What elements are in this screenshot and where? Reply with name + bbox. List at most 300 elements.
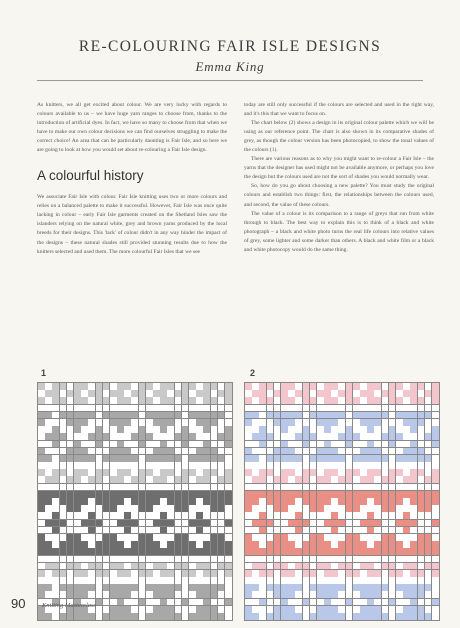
chart-cell [410, 426, 417, 433]
chart-cell [288, 405, 295, 412]
chart-cell [74, 462, 81, 469]
chart-cell [225, 606, 232, 613]
chart-cell [317, 498, 324, 505]
chart-cell [203, 412, 210, 419]
chart-cell [96, 613, 103, 620]
chart-cell [45, 484, 52, 491]
chart-cell [338, 455, 345, 462]
chart-cell [346, 498, 353, 505]
chart-cell [267, 584, 274, 591]
chart-cell [396, 476, 403, 483]
chart-cell [182, 570, 189, 577]
chart-cell [310, 455, 317, 462]
chart-cell [60, 419, 67, 426]
chart-cell [175, 484, 182, 491]
chart-cell [389, 606, 396, 613]
chart-cell [252, 419, 259, 426]
chart-cell [353, 455, 360, 462]
chart-cell [374, 541, 381, 548]
chart-cell [389, 570, 396, 577]
chart-cell [410, 606, 417, 613]
chart-cell [131, 412, 138, 419]
chart-cell [218, 476, 225, 483]
chart-cell [81, 462, 88, 469]
chart-cell [74, 448, 81, 455]
chart-cell [288, 591, 295, 598]
chart-cell [418, 390, 425, 397]
chart-cell [175, 556, 182, 563]
grey-chart [37, 382, 233, 621]
chart-cell [281, 520, 288, 527]
chart-cell [331, 426, 338, 433]
chart-cell [396, 599, 403, 606]
chart-cell [96, 584, 103, 591]
chart-cell [146, 491, 153, 498]
chart-cell [45, 448, 52, 455]
chart-cell [252, 390, 259, 397]
chart-cell [110, 397, 117, 404]
chart-cell [331, 441, 338, 448]
chart-cell [189, 390, 196, 397]
chart-cell [259, 419, 266, 426]
chart-cell [403, 534, 410, 541]
chart-cell [225, 448, 232, 455]
chart-cell [103, 599, 110, 606]
chart-cell [203, 462, 210, 469]
chart-cell [60, 433, 67, 440]
chart-cell [403, 469, 410, 476]
chart-cell [389, 426, 396, 433]
chart-cell [274, 405, 281, 412]
chart-cell [331, 606, 338, 613]
chart-cell [396, 433, 403, 440]
chart-cell [88, 455, 95, 462]
chart-cell [295, 591, 302, 598]
chart-cell [317, 412, 324, 419]
chart-cell [124, 412, 131, 419]
chart-cell [182, 383, 189, 390]
chart-cell [45, 534, 52, 541]
chart-cell [88, 512, 95, 519]
chart-cell [331, 448, 338, 455]
chart-cell [353, 520, 360, 527]
chart-cell [396, 556, 403, 563]
chart-cell [267, 405, 274, 412]
chart-cell [175, 599, 182, 606]
chart-cell [189, 419, 196, 426]
chart-cell [410, 498, 417, 505]
chart-cell [153, 498, 160, 505]
chart-cell [74, 534, 81, 541]
chart-cell [167, 397, 174, 404]
chart-cell [211, 606, 218, 613]
chart-cell [274, 527, 281, 534]
chart-cell [259, 613, 266, 620]
chart-cell [189, 498, 196, 505]
chart-cell [139, 476, 146, 483]
chart-cell [303, 441, 310, 448]
chart-cell [110, 527, 117, 534]
chart-cell [131, 591, 138, 598]
chart-cell [274, 484, 281, 491]
chart-cell [382, 534, 389, 541]
chart-cell [139, 584, 146, 591]
chart-cell [410, 462, 417, 469]
chart-cell [288, 455, 295, 462]
chart-cell [211, 441, 218, 448]
chart-cell [117, 390, 124, 397]
chart-cell [124, 548, 131, 555]
chart-cell [425, 383, 432, 390]
chart-cell [124, 599, 131, 606]
chart-cell [338, 484, 345, 491]
chart-cell [274, 455, 281, 462]
chart-cell [432, 433, 439, 440]
chart-cell [310, 520, 317, 527]
chart-cell [353, 448, 360, 455]
chart-cell [117, 606, 124, 613]
chart-cell [252, 433, 259, 440]
chart-cell [189, 383, 196, 390]
chart-cell [396, 534, 403, 541]
chart-cell [131, 541, 138, 548]
chart-cell [52, 419, 59, 426]
chart-cell [338, 577, 345, 584]
chart-cell [425, 462, 432, 469]
chart-cell [88, 426, 95, 433]
chart-cell [139, 433, 146, 440]
chart-cell [317, 383, 324, 390]
chart-cell [225, 469, 232, 476]
chart-cell [160, 448, 167, 455]
chart-cell [218, 498, 225, 505]
chart-cell [281, 613, 288, 620]
chart-cell [96, 570, 103, 577]
chart-cell [389, 390, 396, 397]
chart-cell [331, 462, 338, 469]
chart-cell [211, 563, 218, 570]
chart-cell [146, 591, 153, 598]
chart-cell [367, 584, 374, 591]
chart-cell [203, 426, 210, 433]
chart-cell [353, 476, 360, 483]
chart-cell [410, 512, 417, 519]
chart-cell [274, 441, 281, 448]
chart-cell [324, 491, 331, 498]
chart-cell [146, 412, 153, 419]
chart-cell [396, 570, 403, 577]
chart-cell [211, 484, 218, 491]
chart-cell [353, 570, 360, 577]
chart-cell [110, 505, 117, 512]
chart-cell [245, 606, 252, 613]
chart-cell [160, 455, 167, 462]
chart-cell [160, 606, 167, 613]
chart-cell [252, 441, 259, 448]
chart-cell [425, 448, 432, 455]
chart-cell [338, 563, 345, 570]
chart-cell [203, 383, 210, 390]
chart-cell [96, 448, 103, 455]
chart-cell [338, 462, 345, 469]
chart-cell [88, 469, 95, 476]
chart-cell [74, 455, 81, 462]
chart-cell [281, 412, 288, 419]
chart-cell [117, 426, 124, 433]
chart-cell [196, 433, 203, 440]
chart-cell [418, 419, 425, 426]
chart-cell [360, 520, 367, 527]
chart-cell [267, 520, 274, 527]
chart-cell [196, 383, 203, 390]
chart-cell [38, 512, 45, 519]
colour-chart-grid [244, 382, 440, 621]
chart-cell [331, 498, 338, 505]
chart-cell [374, 441, 381, 448]
chart-cell [103, 606, 110, 613]
chart-cell [360, 397, 367, 404]
chart-cell [403, 448, 410, 455]
chart-cell [88, 505, 95, 512]
chart-cell [153, 469, 160, 476]
chart-cell [281, 390, 288, 397]
chart-cell [225, 591, 232, 598]
chart-cell [317, 520, 324, 527]
chart-cell [382, 491, 389, 498]
chart-cell [353, 613, 360, 620]
chart-cell [110, 613, 117, 620]
chart-cell [267, 556, 274, 563]
chart-cell [103, 441, 110, 448]
chart-cell [367, 570, 374, 577]
chart-cell [259, 405, 266, 412]
chart-cell [267, 484, 274, 491]
chart-cell [259, 541, 266, 548]
chart-cell [96, 520, 103, 527]
chart-cell [432, 541, 439, 548]
chart-cell [218, 606, 225, 613]
chart-cell [274, 419, 281, 426]
chart-cell [117, 462, 124, 469]
chart-cell [303, 498, 310, 505]
chart-cell [203, 455, 210, 462]
chart-cell [74, 613, 81, 620]
chart-cell [96, 469, 103, 476]
chart-cell [146, 584, 153, 591]
chart-cell [267, 412, 274, 419]
chart-cell [346, 390, 353, 397]
chart-cell [410, 520, 417, 527]
chart-cell [418, 405, 425, 412]
chart-cell [432, 599, 439, 606]
chart-cell [110, 390, 117, 397]
chart-cell [189, 591, 196, 598]
chart-cell [382, 606, 389, 613]
chart-cell [410, 563, 417, 570]
chart-cell [38, 548, 45, 555]
chart-cell [182, 527, 189, 534]
chart-cell [167, 584, 174, 591]
chart-cell [281, 534, 288, 541]
chart-cell [218, 534, 225, 541]
chart-cell [410, 584, 417, 591]
chart-cell [38, 563, 45, 570]
chart-cell [432, 606, 439, 613]
footer-publication: Knitting Masterclass [42, 602, 97, 609]
chart-cell [211, 527, 218, 534]
chart-cell [346, 548, 353, 555]
chart-cell [267, 512, 274, 519]
chart-cell [403, 433, 410, 440]
chart-cell [203, 476, 210, 483]
chart-cell [67, 426, 74, 433]
chart-cell [396, 455, 403, 462]
chart-cell [189, 599, 196, 606]
chart-cell [167, 383, 174, 390]
chart-cell [139, 527, 146, 534]
chart-cell [110, 520, 117, 527]
chart-cell [360, 383, 367, 390]
chart-cell [288, 469, 295, 476]
chart-cell [418, 383, 425, 390]
chart-cell [146, 556, 153, 563]
chart-cell [252, 548, 259, 555]
chart-cell [67, 383, 74, 390]
chart-cell [67, 584, 74, 591]
body-paragraph: There are various reasons as to why you might want to re-colour a Fair Isle – the yarns that the designer has used might not be available anymore, or perhaps you love the design but the colours used are not the sort of shades you would normally wear. [244, 156, 434, 181]
chart-cell [288, 584, 295, 591]
chart-cell [403, 563, 410, 570]
chart-cell [374, 520, 381, 527]
chart-cell [167, 599, 174, 606]
chart-cell [331, 584, 338, 591]
chart-cell [346, 570, 353, 577]
chart-cell [295, 433, 302, 440]
chart-cell [189, 512, 196, 519]
chart-cell [88, 383, 95, 390]
chart-cell [124, 527, 131, 534]
chart-cell [396, 584, 403, 591]
chart-cell [131, 512, 138, 519]
chart-cell [274, 426, 281, 433]
chart-cell [167, 570, 174, 577]
chart-cell [418, 484, 425, 491]
chart-cell [281, 397, 288, 404]
chart-cell [382, 505, 389, 512]
chart-cell [110, 577, 117, 584]
chart-cell [67, 455, 74, 462]
chart-cell [338, 570, 345, 577]
chart-cell [374, 383, 381, 390]
chart-cell [389, 512, 396, 519]
chart-cell [110, 383, 117, 390]
chart-cell [146, 541, 153, 548]
chart-cell [110, 433, 117, 440]
chart-cell [203, 563, 210, 570]
chart-cell [45, 548, 52, 555]
chart-cell [110, 563, 117, 570]
chart-cell [81, 591, 88, 598]
chart-cell [74, 383, 81, 390]
chart-cell [117, 556, 124, 563]
chart-cell [124, 469, 131, 476]
chart-cell [360, 419, 367, 426]
chart-cell [124, 505, 131, 512]
chart-cell [367, 606, 374, 613]
chart-cell [425, 390, 432, 397]
chart-cell [259, 484, 266, 491]
chart-cell [146, 390, 153, 397]
chart-cell [295, 512, 302, 519]
chart-cell [167, 534, 174, 541]
chart-cell [225, 397, 232, 404]
chart-cell [338, 491, 345, 498]
chart-cell [81, 441, 88, 448]
chart-cell [74, 556, 81, 563]
chart-cell [410, 548, 417, 555]
chart-cell [252, 484, 259, 491]
chart-cell [74, 397, 81, 404]
chart-cell [432, 591, 439, 598]
chart-cell [374, 412, 381, 419]
chart-cell [346, 412, 353, 419]
chart-cell [74, 476, 81, 483]
chart-cell [274, 613, 281, 620]
chart-cell [310, 390, 317, 397]
chart-cell [353, 462, 360, 469]
chart-cell [382, 613, 389, 620]
chart-cell [175, 462, 182, 469]
chart-cell [324, 591, 331, 598]
chart-cell [96, 527, 103, 534]
chart-cell [310, 484, 317, 491]
chart-cell [245, 520, 252, 527]
chart-cell [103, 397, 110, 404]
chart-cell [175, 505, 182, 512]
chart-cell [211, 584, 218, 591]
chart-cell [225, 548, 232, 555]
chart-cell [403, 405, 410, 412]
chart-cell [196, 441, 203, 448]
chart-cell [288, 577, 295, 584]
chart-cell [367, 520, 374, 527]
chart-cell [67, 412, 74, 419]
chart-cell [211, 505, 218, 512]
chart-cell [410, 383, 417, 390]
chart-cell [38, 534, 45, 541]
chart-cell [310, 527, 317, 534]
chart-cell [310, 613, 317, 620]
chart-cell [81, 455, 88, 462]
chart-cell [117, 570, 124, 577]
chart-cell [259, 591, 266, 598]
chart-cell [360, 426, 367, 433]
chart-cell [67, 563, 74, 570]
chart-cell [410, 441, 417, 448]
chart-cell [88, 412, 95, 419]
chart-cell [303, 405, 310, 412]
chart-cell [295, 498, 302, 505]
chart-cell [203, 469, 210, 476]
chart-cell [218, 520, 225, 527]
chart-cell [225, 599, 232, 606]
chart-cell [303, 390, 310, 397]
chart-cell [96, 476, 103, 483]
chart-cell [81, 512, 88, 519]
chart-cell [175, 412, 182, 419]
chart-cell [410, 591, 417, 598]
chart-cell [303, 433, 310, 440]
